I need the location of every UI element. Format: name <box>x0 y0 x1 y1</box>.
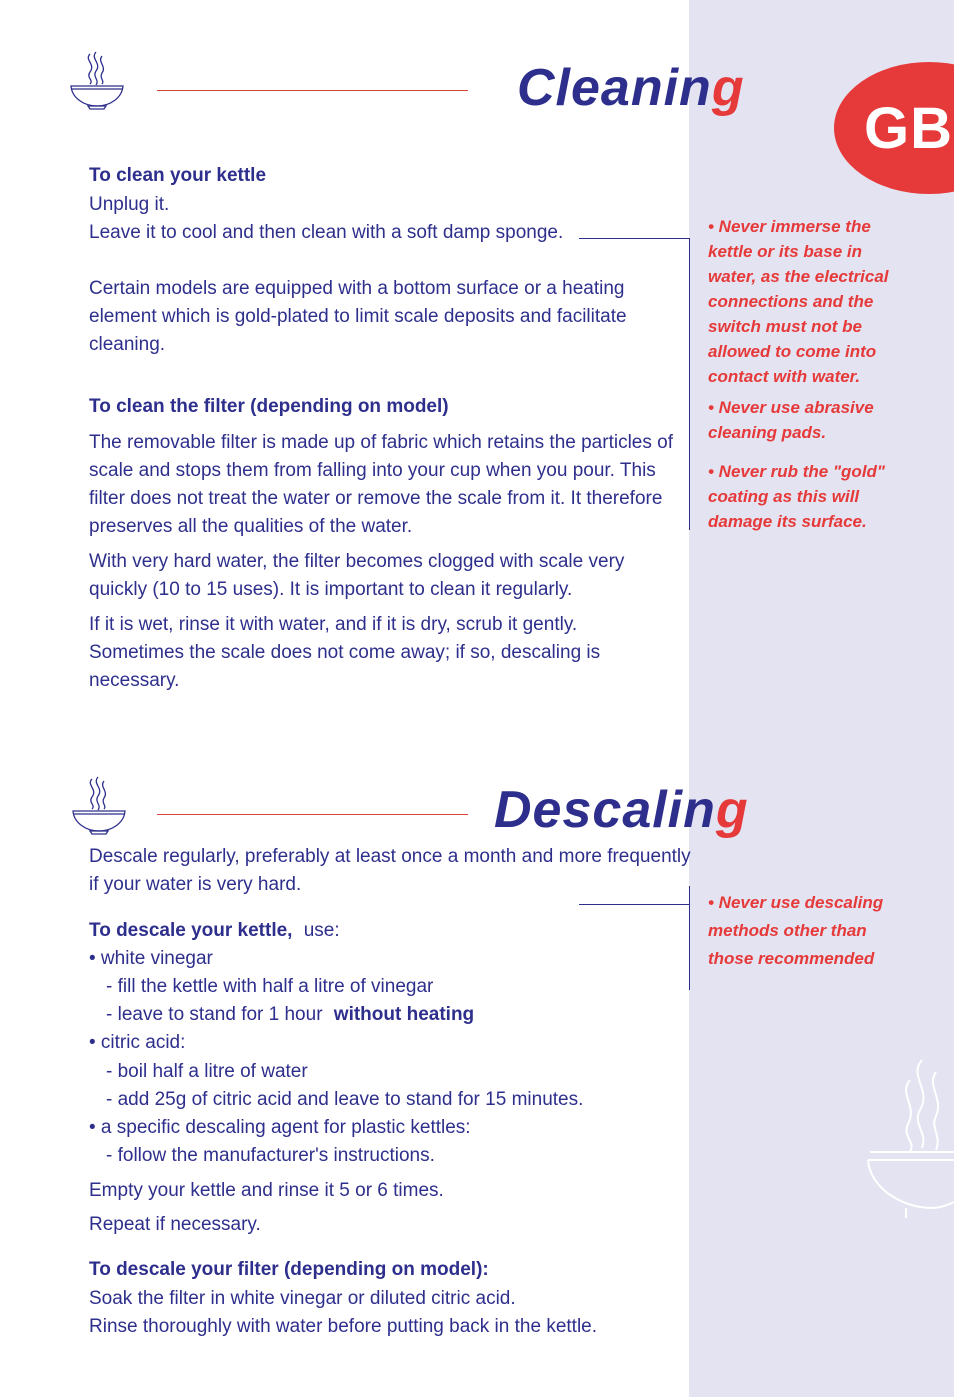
list-item: - leave to stand for 1 hour without heating <box>106 1004 475 1025</box>
list-item: - fill the kettle with half a litre of vinegar <box>106 976 434 997</box>
steaming-bowl-icon <box>68 50 126 115</box>
clean-kettle-heading: To clean your kettle <box>89 165 267 186</box>
repeat-text: Repeat if necessary. <box>89 1214 261 1235</box>
steaming-bowl-icon <box>862 1052 954 1225</box>
filter-para-3: If it is wet, rinse it with water, and if it is dry, scrub it gently. Sometimes the scale does not come away; if so, descaling is necessary. <box>89 614 601 691</box>
empty-kettle-text: Empty your kettle and rinse it 5 or 6 times. <box>89 1180 444 1201</box>
gold-plated-text: Certain models are equipped with a bottom surface or a heating element which is gold-plated to limit scale deposits and facilitate cleaning. <box>89 278 627 355</box>
clean-filter-heading: To clean the filter (depending on model) <box>89 396 449 417</box>
descale-intro: Descale regularly, preferably at least once a month and more frequently if your water is very hard. <box>89 846 691 895</box>
note-connector-vertical <box>689 238 690 530</box>
clean-kettle-text: Unplug it. Leave it to cool and then clean with a soft damp sponge. <box>89 194 564 243</box>
list-item: • a specific descaling agent for plastic kettles: <box>89 1117 471 1138</box>
warning-note-gold: • Never rub the "gold" coating as this will damage its surface. <box>708 462 885 531</box>
list-item: - follow the manufacturer's instructions. <box>106 1145 435 1166</box>
steaming-bowl-icon <box>70 775 128 840</box>
descale-filter-text: Soak the filter in white vinegar or diluted citric acid. Rinse thoroughly with water before putting back in the kettle. <box>89 1288 598 1337</box>
list-item: - add 25g of citric acid and leave to stand for 15 minutes. <box>106 1089 584 1110</box>
filter-para-1: The removable filter is made up of fabric which retains the particles of scale and stops them from falling into your cup when you pour. This filter does not treat the water or remove the scale from it. It therefore preserves all the qualities of the water. <box>89 432 673 537</box>
warning-note-immerse: • Never immerse the kettle or its base in water, as the electrical connections and the switch must not be allowed to come into contact with water. <box>708 217 889 386</box>
descale-filter-heading: To descale your filter (depending on model): <box>89 1259 489 1280</box>
list-item: - boil half a litre of water <box>106 1061 308 1082</box>
cleaning-title: Cleaning <box>517 59 745 117</box>
section-rule <box>157 814 468 815</box>
warning-note-descaling: • Never use descaling methods other than those recommended <box>708 893 884 968</box>
note-connector <box>579 904 689 905</box>
note-connector <box>579 238 689 239</box>
list-item: • citric acid: <box>89 1032 186 1053</box>
warning-note-abrasive: • Never use abrasive cleaning pads. <box>708 398 874 442</box>
list-item: • white vinegar <box>89 948 213 969</box>
note-connector-vertical <box>689 886 690 990</box>
filter-para-2: With very hard water, the filter becomes clogged with scale very quickly (10 to 15 uses). It is important to clean it regularly. <box>89 551 625 600</box>
descale-kettle-heading: To descale your kettle, use: <box>89 920 340 941</box>
section-rule <box>157 90 468 91</box>
language-badge-label: GB <box>864 95 953 161</box>
descaling-title: Descaling <box>494 781 749 839</box>
